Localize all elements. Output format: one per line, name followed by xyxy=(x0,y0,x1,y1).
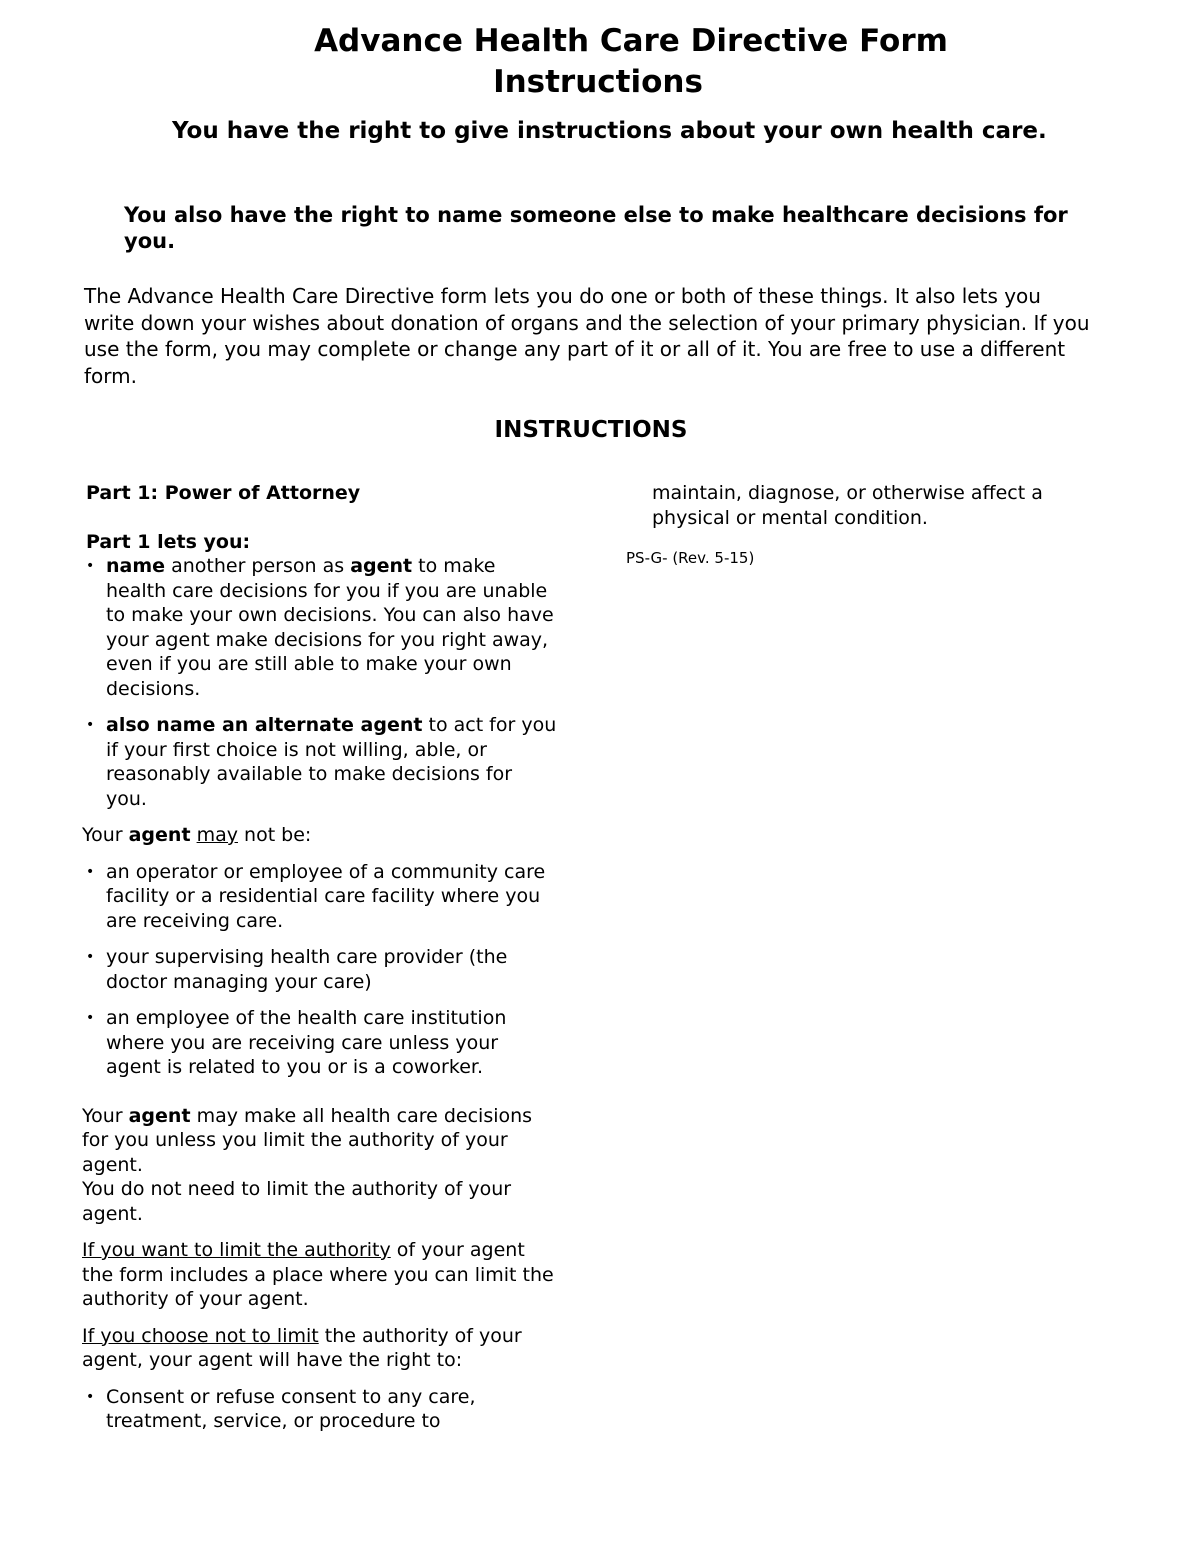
instructions-heading: INSTRUCTIONS xyxy=(494,417,688,443)
bold-term: agent xyxy=(350,555,413,577)
text-run: to act for you if your first choice is not willing, able, or reasonably available to make decisions for you. xyxy=(106,714,557,810)
agent-restrictions-list xyxy=(82,860,557,1080)
text-run: another person as xyxy=(165,555,351,577)
underlined-term: If you choose not to limit xyxy=(82,1324,319,1347)
underlined-term: may xyxy=(196,824,238,846)
bold-term: agent xyxy=(128,824,191,846)
list-item: • Consent or refuse consent to any care, treatment, service, or procedure to xyxy=(82,1385,557,1434)
text-run: of your agent the form includes a place where you can limit the authority of your agent. xyxy=(82,1239,554,1310)
list-item xyxy=(82,554,557,701)
text-run: Your xyxy=(82,1104,129,1127)
agent-may-not-be-intro xyxy=(82,823,557,848)
right-column xyxy=(626,481,1096,568)
list-item: • an employee of the health care institution where you are receiving care unless your agent is related to you or is a coworker. xyxy=(82,1006,557,1080)
document-title-line1: Advance Health Care Directive Form xyxy=(314,23,948,59)
continued-bullet-text: maintain, diagnose, or otherwise affect a physical or mental condition. xyxy=(652,482,1043,529)
part1-heading: Part 1: Power of Attorney xyxy=(86,482,361,504)
text-run: to make health care decisions for you if you are unable to make your own decisions. You can also have your agent make decisions for you right away, even if you are still able to make your own decisions. xyxy=(106,555,554,700)
lead-statement-instructions: You have the right to give instructions about your own health care. xyxy=(172,118,1047,144)
list-item: • an operator or employee of a community care facility or a residential care facility where you are receiving care. xyxy=(82,860,557,934)
underlined-term: If you want to limit the authority xyxy=(82,1239,391,1261)
no-need-to-limit-paragraph: You do not need to limit the authority of your agent. xyxy=(82,1178,512,1225)
text-run: the authority of your agent, your agent will have the right to: xyxy=(82,1324,522,1371)
not-limit-authority-paragraph xyxy=(82,1324,557,1373)
left-column xyxy=(82,481,557,1434)
list-item xyxy=(82,713,557,811)
lead-statement-agent: You also have the right to name someone else to make healthcare decisions for you. xyxy=(124,203,1068,253)
part1-options-list xyxy=(82,554,557,811)
bold-term: name xyxy=(106,555,166,577)
form-revision-code: PS-G- (Rev. 5-15) xyxy=(626,549,755,567)
agent-authority-paragraph xyxy=(82,1104,557,1178)
bold-term: agent xyxy=(128,1104,191,1127)
text-run: Your xyxy=(82,824,129,846)
limit-authority-paragraph xyxy=(82,1238,557,1312)
text-run: not be: xyxy=(237,824,312,846)
document-title-line2: Instructions xyxy=(493,64,703,100)
part1-lets-you: Part 1 lets you: xyxy=(86,530,251,553)
bold-term: also name an alternate agent xyxy=(106,714,423,736)
agent-rights-list xyxy=(82,1385,557,1434)
intro-paragraph: The Advance Health Care Directive form lets you do one or both of these things. It also lets you write down your wishes about donation of organs and the selection of your primary physician. If you use the form, you may complete or change any part of it or all of it. You are free to use a different form. xyxy=(84,284,1090,388)
list-item: • your supervising health care provider (the doctor managing your care) xyxy=(82,945,557,994)
text-run: may make all health care decisions for you unless you limit the authority of your agent. xyxy=(82,1104,533,1176)
